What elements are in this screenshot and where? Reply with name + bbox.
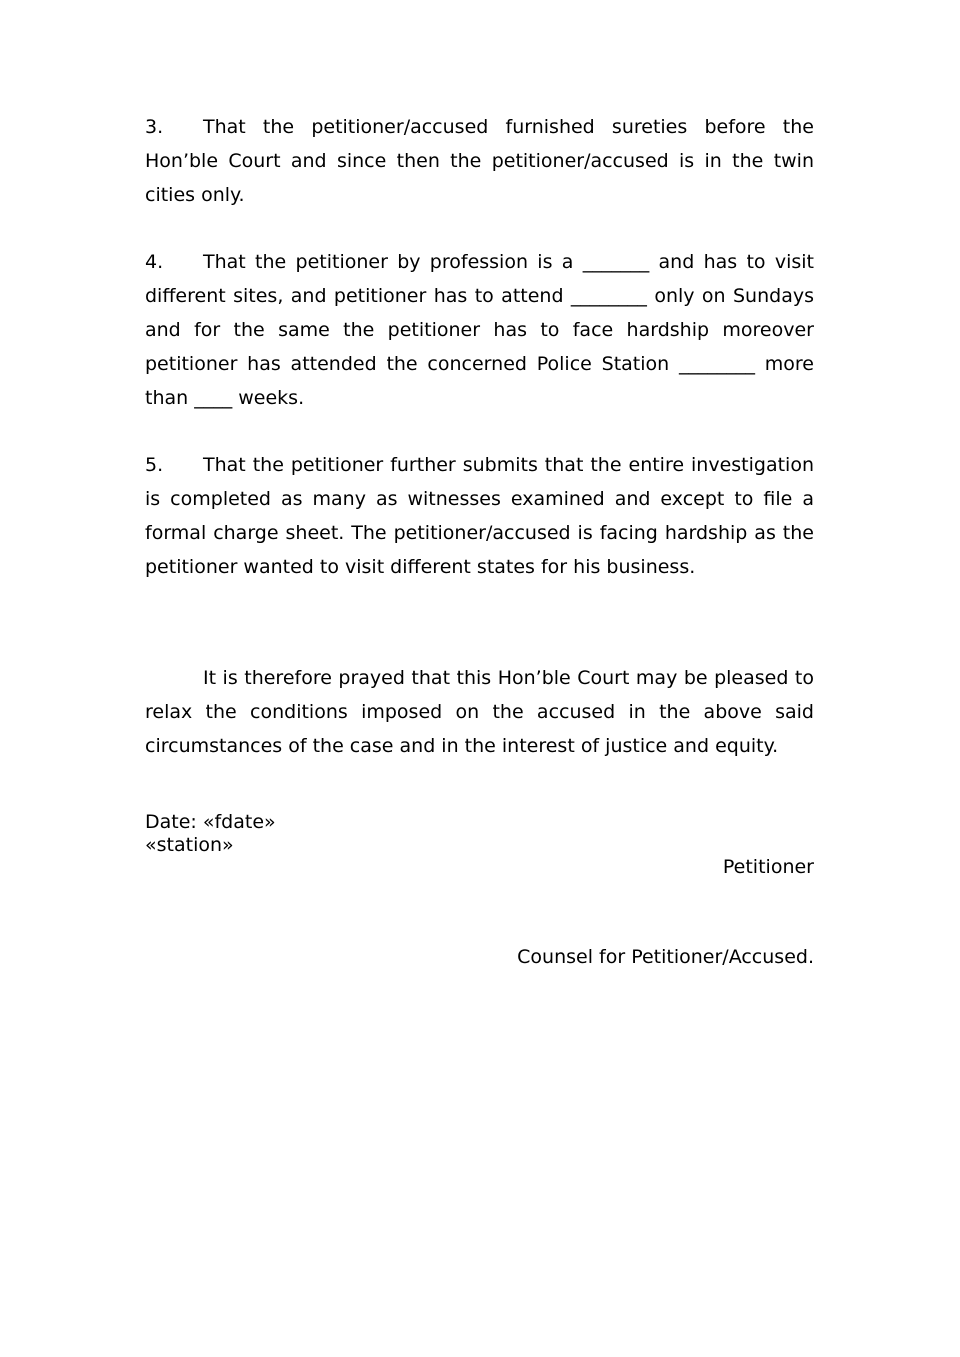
petitioner-signature: Petitioner [722, 856, 814, 878]
paragraph-text: That the petitioner/accused furnished sureties before the Hon’ble Court and since then the petitioner/accused is in the twin cities only. [145, 116, 814, 206]
paragraph-text: That the petitioner by profession is a _______ and has to visit different sites, and petitioner has to attend ________ only on Sundays and for the same the petitioner has to face hardship moreover petitioner has attended the concerned Police Station ________ more than ____ weeks. [145, 251, 814, 409]
paragraph-3 [145, 110, 814, 212]
paragraph-5 [145, 448, 814, 584]
paragraph-number: 5. [145, 454, 164, 476]
paragraph-text: That the petitioner further submits that the entire investigation is completed as many as witnesses examined and except to file a formal charge sheet. The petitioner/accused is facing hardship as the petitioner wanted to visit different states for his business. [145, 454, 814, 578]
date-line: Date: «fdate» [145, 811, 276, 833]
prayer-paragraph: It is therefore prayed that this Hon’ble Court may be pleased to relax the conditions imposed on the accused in the above said circumstances of the case and in the interest of justice and equity. [145, 667, 814, 757]
counsel-signature: Counsel for Petitioner/Accused. [517, 946, 814, 968]
paragraph-number: 3. [145, 116, 164, 138]
paragraph-number: 4. [145, 251, 164, 273]
station-line: «station» [145, 834, 234, 856]
paragraph-4 [145, 245, 814, 415]
